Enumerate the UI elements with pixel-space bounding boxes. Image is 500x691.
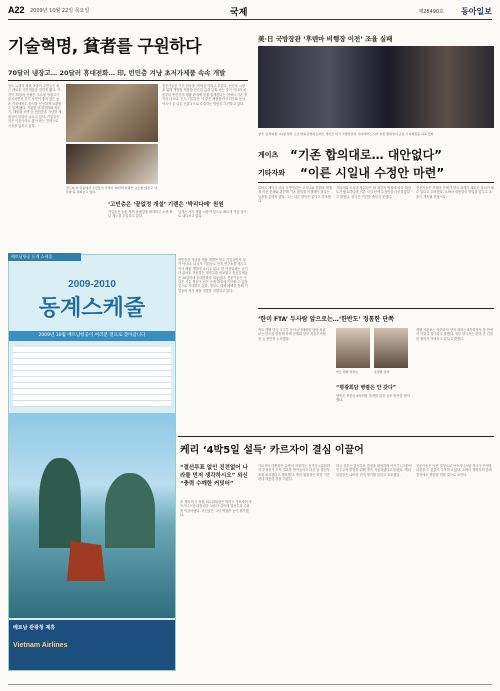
junk-boat-sail <box>67 541 105 581</box>
kerry-pull-quote: “결선투표 없인 진전없어 나라를 먼저 생각하시오” 외신 “충력 수깨한 커밋터” <box>180 465 248 487</box>
lead-rule <box>8 80 248 81</box>
ad-tag: 베트남항공 동계 스케줄 <box>8 253 81 261</box>
ad-footer-band <box>9 620 175 670</box>
lead-photo <box>66 84 158 142</box>
section-title: 국제 <box>230 8 248 18</box>
ad-strip: 2009년 10월 베트남항공이 여러분 곁으로 찾아갑니다 <box>9 331 175 341</box>
gates-col-1: 로버트 게이츠 미국 국방장관은 오키나와 후텐마 비행장 이전 문제와 관련해 기존 합의를 이행해야 한다는 입장을 분명히 했다. 그는 다른 대안은 없다고 강조했다. <box>258 186 332 204</box>
ad-halong-bay-photo <box>9 413 175 618</box>
ad-year: 2009-2010 <box>68 279 116 290</box>
rule <box>178 436 494 437</box>
photo-story-title: 美·日 국방장관 ‘후텐마 비행장 이전’ 조율 실패 <box>258 35 393 43</box>
photo-story-caption: 양국 ‘동상이몽’ 21일 일본 도쿄 방위성에서 로버트 게이츠 미국 국방장관과 기타자와 도시미 일본 방위상이 공동 기자회견을 하고 있다. <box>258 132 435 136</box>
lead-box-headline: ‘고빈층은 ‘끝없정 개설’ 기렌은 ‘박리다메’ 원원 <box>108 202 224 208</box>
korea-col-1: 커트 캠벨 미국 국무부 동아시아태평양 담당 차관보는 한국을 방문해 북핵 문제와 한미 자유무역협정 등 현안을 논의했다. <box>258 328 326 341</box>
product-photo <box>66 144 158 184</box>
date-line: 2009년 10월 22일 목요일 <box>30 8 90 14</box>
kerry-col-3: 미국 정부는 결선투표 결정을 환영하며 아프가니스탄의 민주주의 발전을 위해 계속 지원하겠다고 밝혔다. 케리 위원장은 나라를 먼저 생각해 달라고 호소했다. <box>336 464 412 477</box>
kerry-col-1: 존 케리 미국 상원 외교위원장은 하미드 카르자이 아프가니스탄 대통령을 나흘간 설득해 결선투표 수용을 이끌어냈다. 외신들은 그의 역할을 높이 평가했다. <box>180 500 252 518</box>
lead-subhead: 70달러 냉장고… 20달러 휴대전화… 印, 빈민층 겨냥 초저가제품 속속 개발 <box>8 69 226 77</box>
rule <box>258 182 494 183</box>
page-bottom-rule <box>8 684 492 685</box>
defense-ministers-photo <box>258 46 494 128</box>
newspaper-logo: 동아일보 <box>461 6 492 16</box>
page-header <box>8 5 492 20</box>
ad-title: 동계스케줄 <box>38 296 146 321</box>
karst-island <box>105 473 155 548</box>
portrait-label-2: 유명환 장관 <box>374 370 390 374</box>
quote-gates: “기존 합의대로… 대안없다” <box>290 148 443 162</box>
vietnam-airlines-ad[interactable] <box>8 254 176 671</box>
lead-body-col-1: 인도 뉴델리 외곽 마을의 주민들은 최근 새로운 가전제품을 접하게 됐다. 가격이 70달러 안팎인 초소형 냉장고가 출시되면서 전기 사정이 좋지 않은 농촌 가정에서도 음식을 신선하게 보관할 수 있게 됐다. 저렴한 휴대전화와 정수기, 태양광 조명 등 빈민층을 겨냥한 제품들이 잇달아 나오고 있다. 기업들은 적은 이윤이라도 많이 파는 전략으로 시장을 넓히고 있다. <box>8 84 62 128</box>
edition-number: 제28490호 <box>418 9 444 15</box>
portrait-label-1: 커트 캠벨 차관보 <box>336 370 359 374</box>
korea-story-headline: ‘한미 FTA’ 두사람 앞으로는…‘한반도’ 정통한 단쪽 <box>258 316 394 323</box>
korea-col-2: 양측은 북한의 6자회담 복귀를 위한 공조 방안을 협의했다. <box>336 394 410 403</box>
lead-headline: 기술혁명, 貧者를 구원하다 <box>8 37 202 57</box>
ad-airline-logo: Vietnam Airlines <box>13 642 68 649</box>
ad-bottom-label: 베트남 관광청 제휴 <box>13 625 56 631</box>
portrait-yu <box>374 328 408 368</box>
ad-schedule-table <box>13 347 171 407</box>
gates-col-3: 전문가들은 후텐마 문제가 양국 관계의 새로운 불씨가 될 수 있다고 우려했다. 오바마 대통령의 방일을 앞두고 조율이 계속될 전망이다. <box>416 186 494 199</box>
kerry-col-4: 전문가들은 이번 결정으로 아프가니스탄 정국이 안정을 되찾을 수 있을지 주목하고 있다. 오바마 행정부의 증파 결정에도 영향을 미칠 것으로 보인다. <box>416 464 492 477</box>
lead-body-col-2: 전문가들은 이런 현상을 ‘역혁신’이라고 부른다. 선진국 시장을 위해 개발한 제품을 단순히 값을 낮춰 파는 것이 아니라 처음부터 빈민층의 생활 환경에 맞춰 설계한다는 점에서 기존 방식과 다르다. 인도 기업들은 이 같은 제품을 아프리카와 동남아시아 등 다른 신흥국으로 수출하는 방안도 추진하고 있다. <box>162 84 248 106</box>
gates-col-2: 기타자와 도시미 방위상은 새 정부의 방침에 따라 재검토가 필요하다며 이른 시일 안에 수정안을 마련하겠다고 밝혔다. 양국은 이견을 좁히지 못했다. <box>336 186 411 199</box>
rule <box>258 308 494 309</box>
korea-subhead: “평광회담 병렬은 안 갖다” <box>336 385 397 391</box>
karst-island <box>39 458 81 548</box>
lead-body-col-3: 업계는 저가 제품 시장이 앞으로 빠르게 커질 것으로 내다보고 있다. <box>178 210 247 219</box>
lead-photo-caption: 인도의 한 마을에서 주민들이 가격이 70달러 안팎인 초소형 냉장고 ‘초투쿨’을 살펴보고 있다. <box>66 186 158 194</box>
kerry-headline: 케리 ‘4박5일 설득’ 카르자이 결심 이끌어 <box>180 445 364 456</box>
speaker-gates: 게이츠 <box>258 151 279 159</box>
korea-col-3: 캠벨 차관보는 북한과의 양자 대화는 6자회담의 틀 안에서 이뤄질 것이라고 말했다. 정부 당국자는 한미 간 긴밀한 협의가 이어지고 있다고 밝혔다. <box>416 328 493 341</box>
quote-kitazawa: “이른 시일내 수정안 마련” <box>300 166 445 180</box>
portrait-campbell <box>336 328 370 368</box>
kerry-col-2: 카르자이 대통령은 유엔이 지원하는 선거감시위원회의 부정선거 조사 결과를 받아들이고 다음 달 결선투표를 치르겠다고 발표했다. 케리 위원장은 회담 기간 내내 대통령 곁을 지켰다. <box>258 464 330 482</box>
speaker-kitazawa: 기타자와 <box>258 169 286 177</box>
page-number: A22 <box>8 5 25 15</box>
lead-body-col-5: 빈민층을 겨냥한 제품 개발은 인도 기업들만의 일이 아니다. 다국적 기업들도 현지 연구소를 세우고 저가 제품 개발에 나서고 있다. 한 가전업체는 전기가 없어도 작동하는 냉장고를 선보였고 통신업체들은 20달러대 휴대전화를 내놓았다. 전문가들은 이 같은 기술 혁신이 빈곤 문제 해결에 기여할 수 있을 것으로 기대하고 있다. 정부도 세제 혜택을 통해 기업들의 저가 제품 개발을 지원하고 있다. <box>178 258 248 293</box>
lead-body-col-4: 기업들은 농촌 지역 판매망을 확대하고 소액 할부 제도를 도입하고 있다. <box>108 210 173 219</box>
